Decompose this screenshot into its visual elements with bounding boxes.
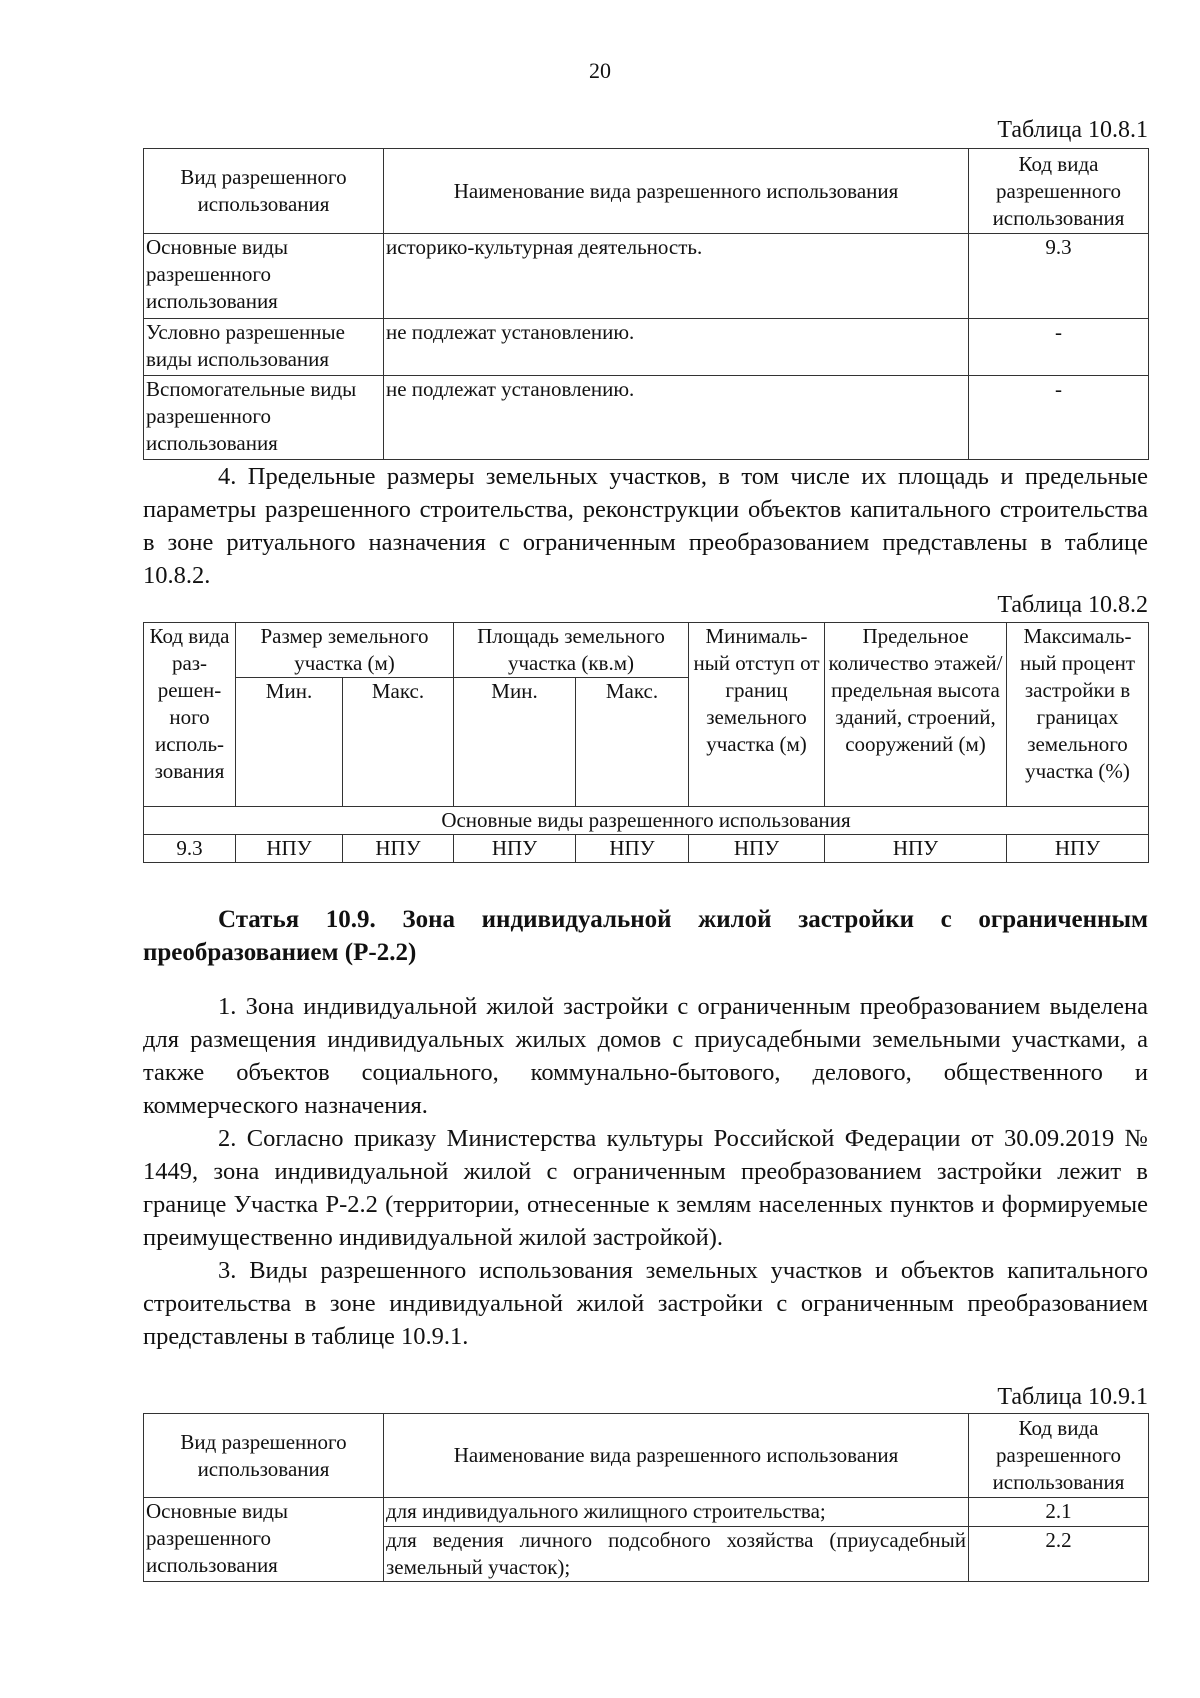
table-cell: для индивидуального жилищного строительства;	[384, 1498, 969, 1527]
header-cell-code: Код вида раз-решен-ного исполь-зования	[144, 623, 236, 807]
table-cell: НПУ	[454, 835, 576, 863]
header-cell-min: Мин.	[454, 678, 576, 807]
table-10-8-1	[143, 148, 1149, 460]
table-cell: 2.1	[969, 1498, 1149, 1527]
header-cell-area: Площадь земельного участка (кв.м)	[454, 623, 689, 678]
header-cell-floors: Предельное количество этажей/ предельная высота зданий, строений, сооружений (м)	[825, 623, 1007, 807]
table-cell: для ведения личного подсобного хозяйства (приусадебный земельный участок);	[384, 1527, 969, 1582]
table-cell: НПУ	[576, 835, 689, 863]
header-cell-min: Мин.	[236, 678, 343, 807]
table-cell: историко-культурная деятельность.	[384, 234, 969, 319]
table-caption-10-8-1: Таблица 10.8.1	[997, 117, 1148, 143]
table-cell: 2.2	[969, 1527, 1149, 1582]
table-cell: НПУ	[343, 835, 454, 863]
table-row	[144, 319, 1149, 376]
table-cell: НПУ	[1007, 835, 1149, 863]
table-cell: Основные виды разрешенного использования	[144, 1498, 384, 1582]
header-cell-max: Макс.	[343, 678, 454, 807]
table-row	[144, 835, 1149, 863]
paragraph-text: 4. Предельные размеры земельных участков, в том числе их площадь и предельные параметры разрешенного строительства, реконструкции объектов капитального строительства в зоне ритуального назначения с ограниченным преобразованием представлены в таблице 10.8.2.	[143, 463, 1148, 589]
table-caption-10-9-1: Таблица 10.9.1	[997, 1384, 1148, 1410]
page-number: 20	[589, 58, 611, 83]
header-cell-size: Размер земельного участка (м)	[236, 623, 454, 678]
table-cell: 9.3	[144, 835, 236, 863]
table-caption-10-8-2: Таблица 10.8.2	[997, 592, 1148, 618]
table-row	[144, 376, 1149, 460]
table-10-8-2	[143, 622, 1149, 863]
table-cell: -	[969, 319, 1149, 376]
paragraph-1: 1. Зона индивидуальной жилой застройки с ограниченным преобразованием выделена для размещения индивидуальных жилых домов с приусадебными земельными участками, а также объектов социального, коммунально-бытового, делового, общественного и коммерческого назначения.	[143, 993, 1148, 1119]
table-cell: Основные виды разрешенного использования	[144, 234, 384, 319]
table-cell: Вспомогательные виды разрешенного использования	[144, 376, 384, 460]
header-cell-offset: Минималь-ный отступ от границ земельного участка (м)	[689, 623, 825, 807]
article-heading: Статья 10.9. Зона индивидуальной жилой застройки с ограниченным преобразованием (Р-2.2)	[143, 906, 1148, 966]
table-header-row	[144, 623, 1149, 678]
table-cell: не подлежат установлению.	[384, 319, 969, 376]
paragraph-4	[143, 460, 1148, 592]
table-cell: Условно разрешенные виды использования	[144, 319, 384, 376]
table-cell: НПУ	[689, 835, 825, 863]
section-cell: Основные виды разрешенного использования	[144, 807, 1149, 835]
header-cell: Вид разрешенного использования	[144, 1414, 384, 1498]
table-cell: 9.3	[969, 234, 1149, 319]
header-cell-percent: Максималь-ный процент застройки в границах земельного участка (%)	[1007, 623, 1149, 807]
header-cell: Вид разрешенного использования	[144, 149, 384, 234]
table-cell: -	[969, 376, 1149, 460]
paragraph-2: 2. Согласно приказу Министерства культуры Российской Федерации от 30.09.2019 № 1449, зона индивидуальной жилой с ограниченным преобразованием застройки лежит в границе Участка Р-2.2 (территории, отнесенные к землям населенных пунктов и формируемые преимущественно индивидуальной жилой застройкой).	[143, 1125, 1148, 1251]
header-cell: Код вида разрешенного использования	[969, 1414, 1149, 1498]
table-cell: НПУ	[236, 835, 343, 863]
table-section-row	[144, 807, 1149, 835]
table-header-row	[144, 1414, 1149, 1498]
table-cell: НПУ	[825, 835, 1007, 863]
paragraph-3: 3. Виды разрешенного использования земельных участков и объектов капитального строительства в зоне индивидуальной жилой застройки с ограниченным преобразованием представлены в таблице 10.9.1.	[143, 1257, 1148, 1350]
article-body	[143, 990, 1148, 1353]
table-row	[144, 234, 1149, 319]
table-row	[144, 1498, 1149, 1527]
header-cell: Наименование вида разрешенного использования	[384, 1414, 969, 1498]
table-10-9-1	[143, 1413, 1149, 1582]
header-cell: Код вида разрешенного использования	[969, 149, 1149, 234]
header-cell: Наименование вида разрешенного использования	[384, 149, 969, 234]
table-cell: не подлежат установлению.	[384, 376, 969, 460]
header-cell-max: Макс.	[576, 678, 689, 807]
table-header-row	[144, 149, 1149, 234]
